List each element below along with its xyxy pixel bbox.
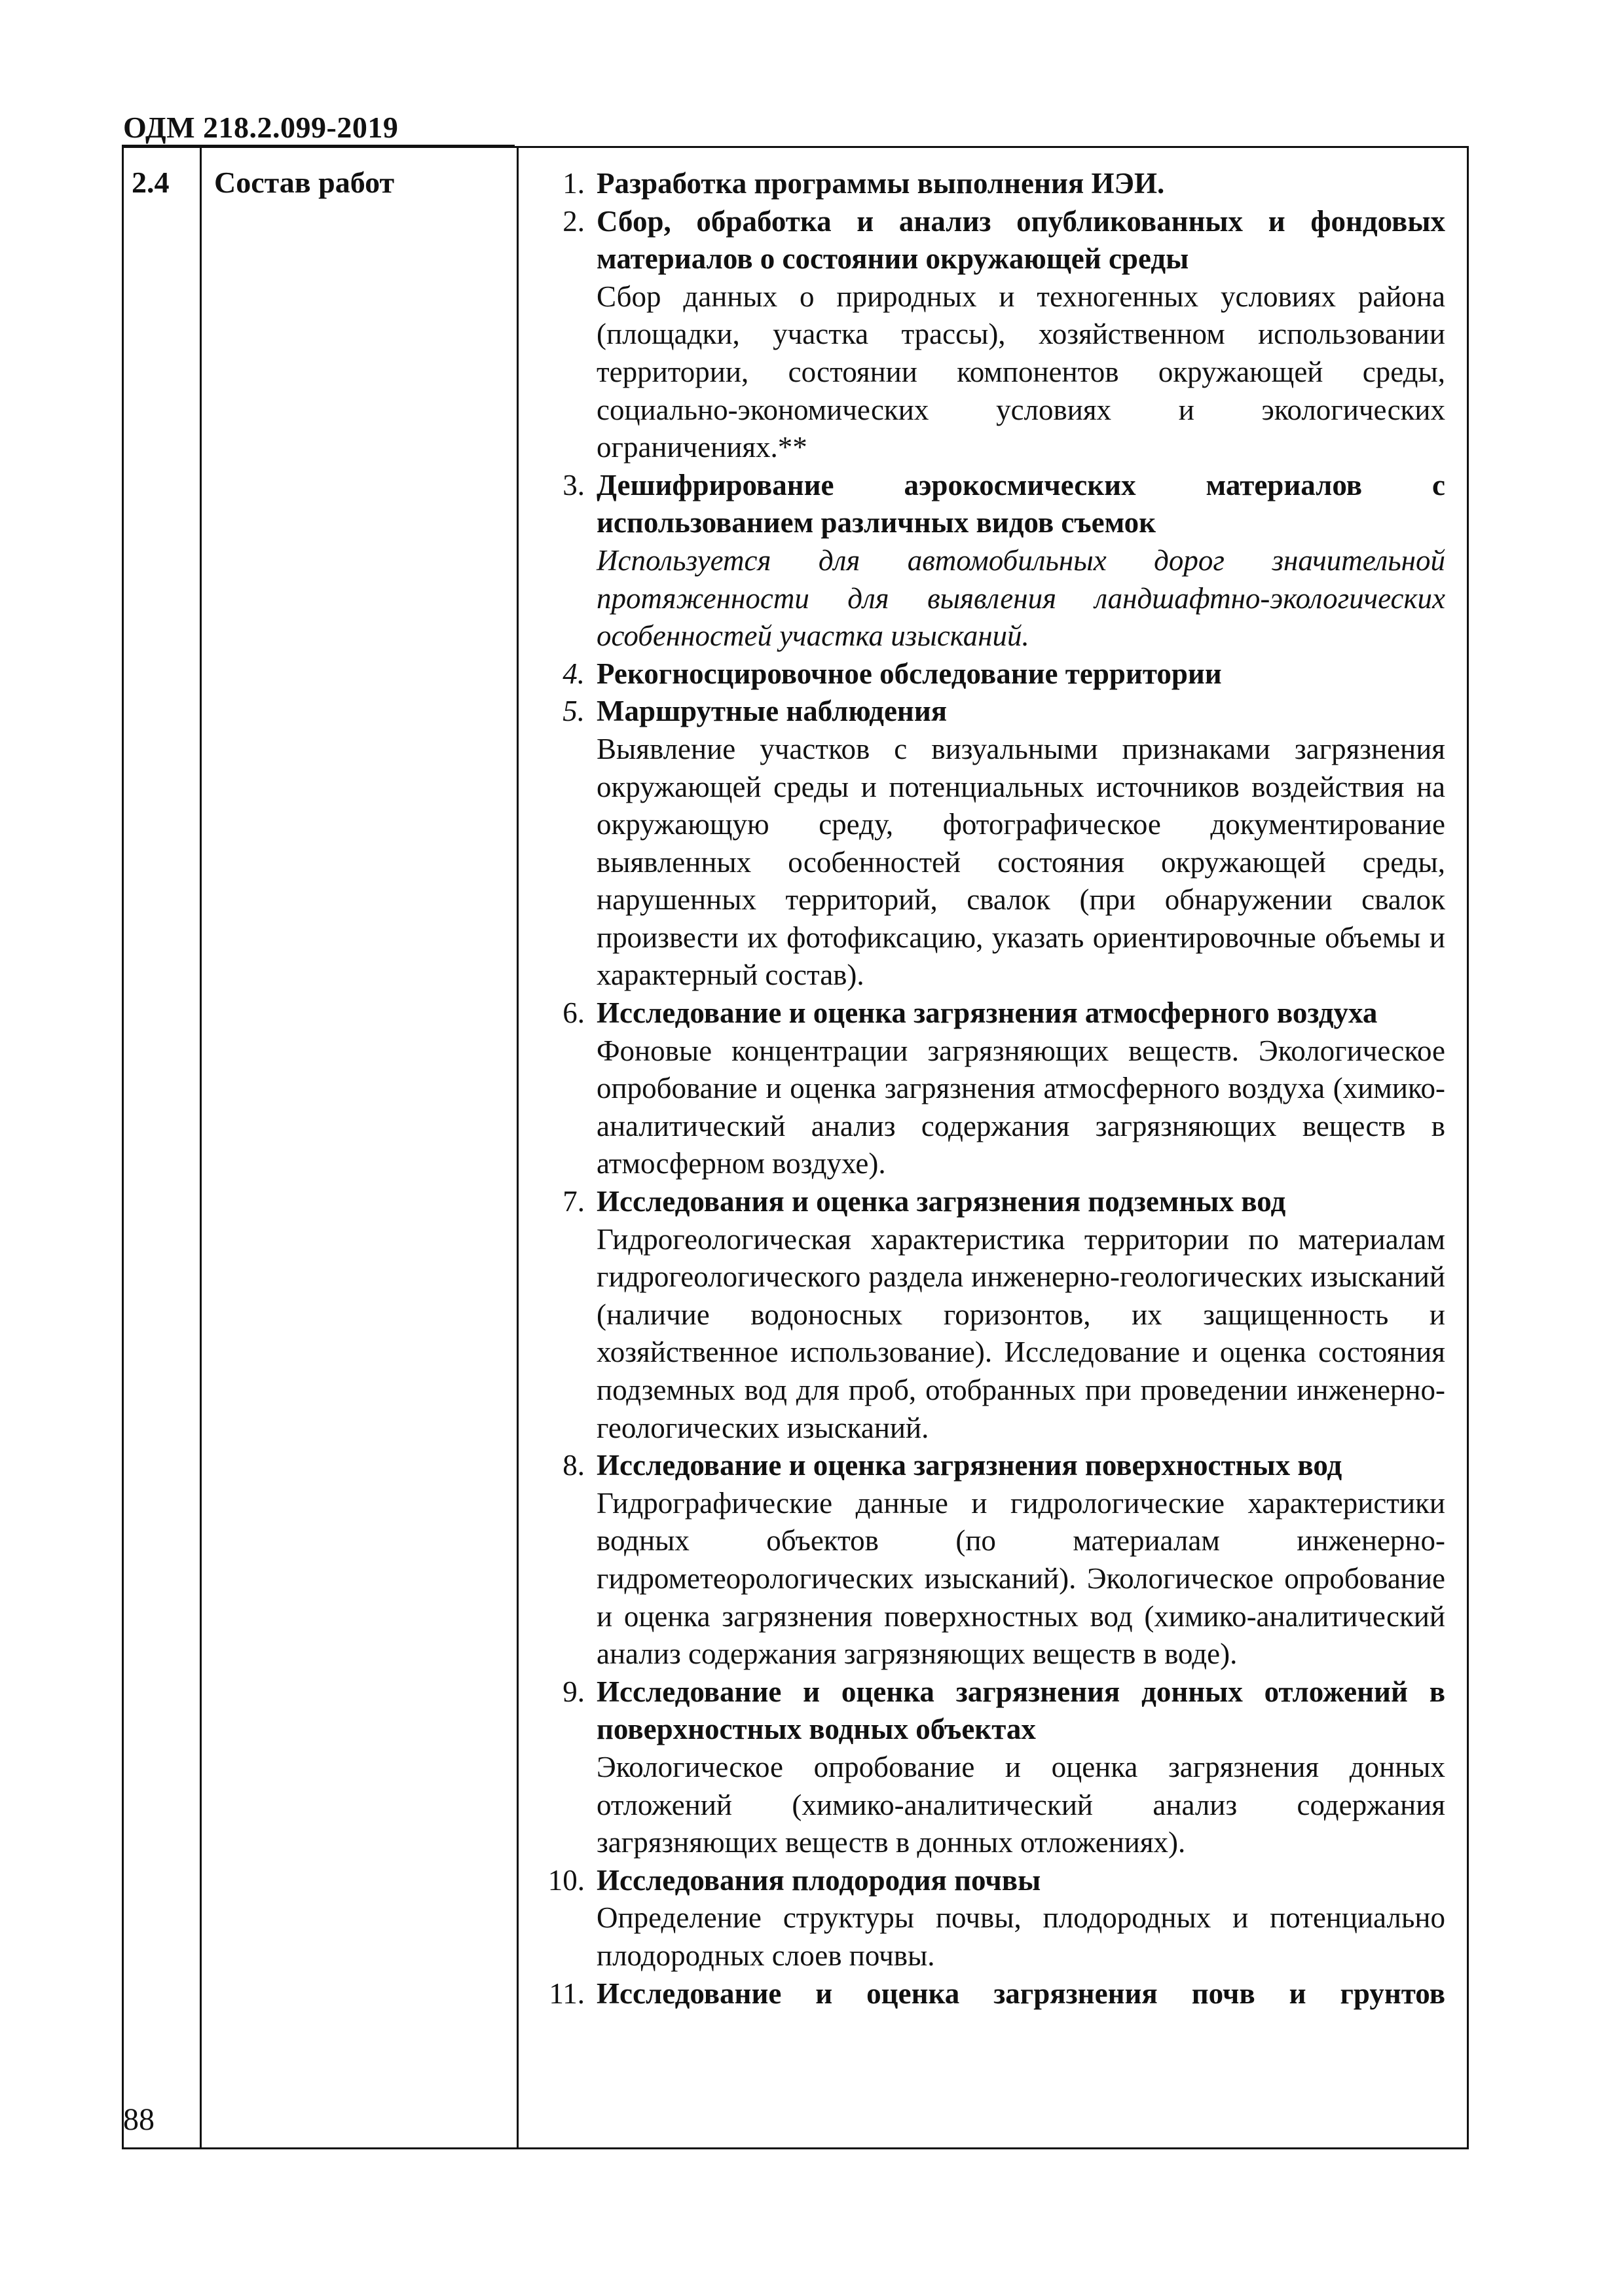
column-divider	[517, 148, 519, 2147]
item-title: Исследования и оценка загрязнения подземных вод	[597, 1185, 1286, 1218]
item-title: Разработка программы выполнения ИЭИ.	[597, 167, 1165, 200]
list-item	[530, 165, 1445, 203]
item-number: 1.	[563, 167, 585, 200]
list-item	[530, 1447, 1445, 1673]
item-description: Сбор данных о природных и техногенных условиях района (площадки, участка трассы), хозяйственном использовании территории, состоянии компонентов окружающей среды, социально-экономических условиях и экологических ограничениях.**	[597, 280, 1445, 464]
item-number: 6.	[563, 996, 585, 1030]
list-item	[530, 467, 1445, 655]
item-number: 5.	[563, 695, 585, 728]
page-number: 88	[123, 2102, 155, 2137]
list-item	[530, 655, 1445, 693]
list-item	[530, 1862, 1445, 1975]
item-title: Исследование и оценка загрязнения почв и грунтов	[597, 1977, 1445, 2010]
list-item	[530, 203, 1445, 467]
item-description: Фоновые концентрации загрязняющих веществ. Экологическое опробование и оценка загрязнения атмосферного воздуха (химико-аналитический анализ содержания загрязняющих веществ в атмосферном воздухе).	[597, 1034, 1445, 1180]
item-description: Экологическое опробование и оценка загрязнения донных отложений (химико-аналитический анализ содержания загрязняющих веществ в донных отложениях).	[597, 1750, 1445, 1859]
item-number: 9.	[563, 1675, 585, 1708]
item-title: Сбор, обработка и анализ опубликованных и фондовых материалов о состоянии окружающей среды	[597, 204, 1445, 276]
item-number: 10.	[547, 1863, 585, 1897]
list-item	[530, 1183, 1445, 1447]
item-number: 7.	[563, 1185, 585, 1218]
item-description: Выявление участков с визуальными признаками загрязнения окружающей среды и потенциальных источников воздействия на окружающую среду, фотографическое документирование выявленных особенностей состояния окружающей среды, нарушенных территорий, свалок (при обнаружении свалок произвести их фотофиксацию, указать ориентировочные объемы и характерный состав).	[597, 732, 1445, 992]
item-description: Гидрографические данные и гидрологические характеристики водных объектов (по материалам инженерно-гидрометеорологических изысканий). Экологическое опробование и оценка загрязнения поверхностных вод (химико-аналитический анализ содержания загрязняющих веществ в воде).	[597, 1486, 1445, 1671]
item-title: Рекогносцировочное обследование территории	[597, 657, 1222, 690]
list-item	[530, 1975, 1445, 2013]
item-title: Исследование и оценка загрязнения донных отложений в поверхностных водных объектах	[597, 1675, 1445, 1746]
item-title: Исследование и оценка загрязнения атмосферного воздуха	[597, 996, 1378, 1030]
item-note: Используется для автомобильных дорог значительной протяженности для выявления ландшафтно-экологических особенностей участка изысканий.	[597, 543, 1445, 653]
list-item	[530, 994, 1445, 1183]
section-number: 2.4	[132, 166, 170, 199]
item-number: 3.	[563, 468, 585, 501]
section-title: Состав работ	[214, 166, 395, 199]
item-title: Дешифрирование аэрокосмических материалов с использованием различных видов съемок	[597, 468, 1445, 539]
work-list	[530, 165, 1445, 2013]
item-title: Маршрутные наблюдения	[597, 695, 948, 728]
column-divider	[200, 148, 202, 2147]
list-item	[530, 1673, 1445, 1862]
item-number: 11.	[549, 1977, 585, 2010]
item-title: Исследования плодородия почвы	[597, 1863, 1041, 1897]
item-number: 2.	[563, 204, 585, 238]
document-code: ОДМ 218.2.099-2019	[123, 111, 399, 144]
item-description: Гидрогеологическая характеристика территории по материалам гидрогеологического раздела инженерно-геологических изысканий (наличие водоносных горизонтов, их защищенность и хозяйственное использование). Исследование и оценка состояния подземных вод для проб, отобранных при проведении инженерно-геологических изысканий.	[597, 1222, 1445, 1444]
work-composition-table	[122, 146, 1469, 2149]
item-number: 4.	[563, 657, 585, 690]
item-description: Определение структуры почвы, плодородных и потенциально плодородных слоев почвы.	[597, 1901, 1445, 1972]
item-number: 8.	[563, 1449, 585, 1482]
item-title: Исследование и оценка загрязнения поверхностных вод	[597, 1449, 1342, 1482]
list-item	[530, 693, 1445, 994]
